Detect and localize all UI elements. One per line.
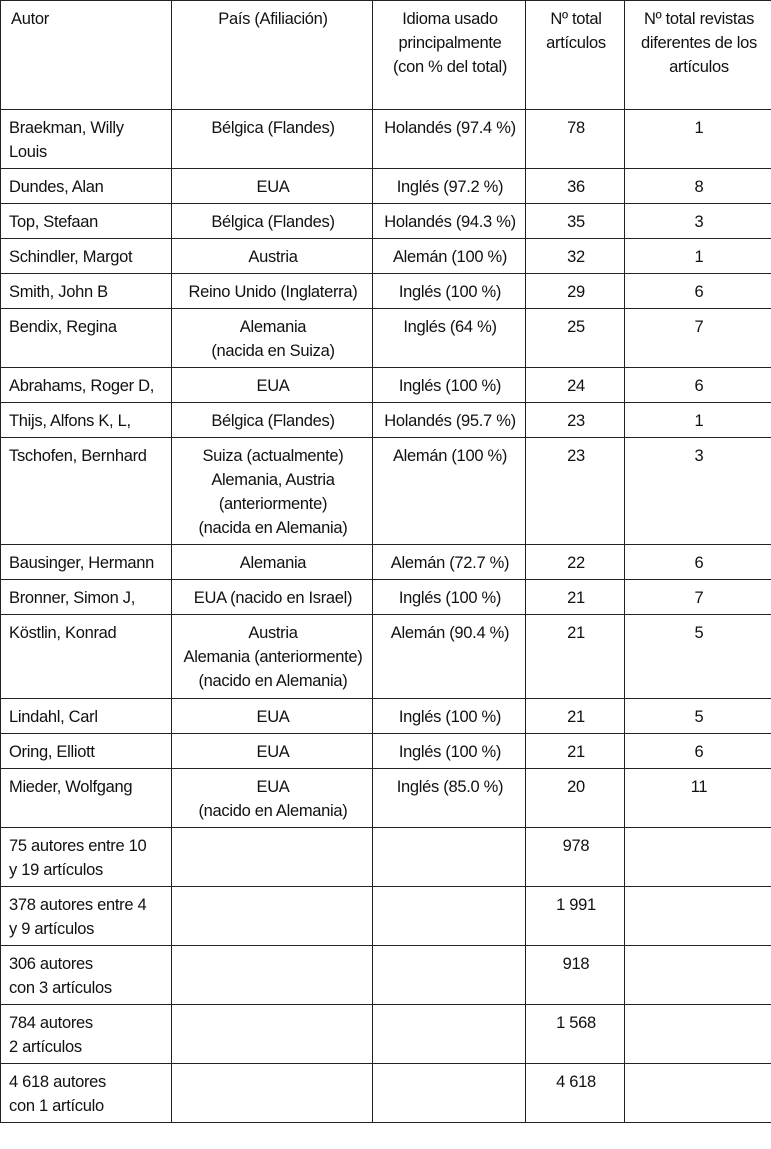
cell-total: 23 [526, 403, 625, 438]
cell-country: EUA [172, 368, 373, 403]
cell-author: Smith, John B [1, 274, 172, 309]
header-language: Idioma usado principalmente (con % del total) [373, 1, 526, 110]
cell-total: 918 [526, 946, 625, 1005]
cell-journals: 1 [625, 110, 771, 169]
header-total-journals: Nº total revistas diferentes de los artículos [625, 1, 771, 110]
table-row [1, 699, 771, 734]
cell-country: Bélgica (Flandes) [172, 110, 373, 169]
cell-journals: 6 [625, 368, 771, 403]
cell-journals [625, 828, 771, 887]
cell-author: Schindler, Margot [1, 239, 172, 274]
cell-language: Holandés (95.7 %) [373, 403, 526, 438]
cell-language [373, 946, 526, 1005]
cell-journals: 6 [625, 545, 771, 580]
cell-country: EUA [172, 699, 373, 734]
cell-language: Inglés (64 %) [373, 309, 526, 368]
header-country: País (Afiliación) [172, 1, 373, 110]
cell-language: Inglés (85.0 %) [373, 769, 526, 828]
table-row [1, 110, 771, 169]
cell-author: Köstlin, Konrad [1, 615, 172, 699]
cell-language: Alemán (90.4 %) [373, 615, 526, 699]
cell-country: Bélgica (Flandes) [172, 204, 373, 239]
cell-country: Suiza (actualmente) Alemania, Austria (anteriormente) (nacida en Alemania) [172, 438, 373, 545]
cell-total: 22 [526, 545, 625, 580]
cell-journals [625, 887, 771, 946]
cell-total: 35 [526, 204, 625, 239]
table-row [1, 274, 771, 309]
cell-language [373, 828, 526, 887]
cell-journals: 5 [625, 615, 771, 699]
cell-country: EUA (nacido en Alemania) [172, 769, 373, 828]
table-row [1, 204, 771, 239]
cell-journals: 7 [625, 580, 771, 615]
table-row [1, 769, 771, 828]
cell-country [172, 1005, 373, 1064]
cell-language: Holandés (94.3 %) [373, 204, 526, 239]
cell-journals: 3 [625, 204, 771, 239]
cell-total: 78 [526, 110, 625, 169]
cell-language: Alemán (100 %) [373, 438, 526, 545]
cell-language: Inglés (100 %) [373, 580, 526, 615]
cell-language: Inglés (100 %) [373, 368, 526, 403]
table-row [1, 368, 771, 403]
cell-total: 21 [526, 580, 625, 615]
cell-country: EUA (nacido en Israel) [172, 580, 373, 615]
cell-journals [625, 946, 771, 1005]
cell-language [373, 1064, 526, 1123]
cell-total: 1 568 [526, 1005, 625, 1064]
cell-country [172, 887, 373, 946]
cell-total: 1 991 [526, 887, 625, 946]
table-row [1, 887, 771, 946]
cell-journals [625, 1064, 771, 1123]
cell-language [373, 887, 526, 946]
cell-language: Alemán (72.7 %) [373, 545, 526, 580]
cell-language: Inglés (97.2 %) [373, 169, 526, 204]
table-row [1, 403, 771, 438]
cell-country: Bélgica (Flandes) [172, 403, 373, 438]
cell-language: Holandés (97.4 %) [373, 110, 526, 169]
cell-author: 306 autores con 3 artículos [1, 946, 172, 1005]
cell-author: Thijs, Alfons K, L, [1, 403, 172, 438]
cell-total: 21 [526, 734, 625, 769]
table-row [1, 1005, 771, 1064]
table-row [1, 239, 771, 274]
table-row [1, 309, 771, 368]
cell-total: 29 [526, 274, 625, 309]
cell-journals: 7 [625, 309, 771, 368]
table-row [1, 828, 771, 887]
cell-country: Austria Alemania (anteriormente) (nacido en Alemania) [172, 615, 373, 699]
table-header-row [1, 1, 771, 110]
cell-country: EUA [172, 734, 373, 769]
cell-language: Inglés (100 %) [373, 274, 526, 309]
cell-journals: 11 [625, 769, 771, 828]
cell-journals: 3 [625, 438, 771, 545]
cell-language: Inglés (100 %) [373, 699, 526, 734]
cell-country: Austria [172, 239, 373, 274]
table-row [1, 580, 771, 615]
cell-country [172, 1064, 373, 1123]
cell-total: 21 [526, 699, 625, 734]
cell-country: EUA [172, 169, 373, 204]
cell-author: Abrahams, Roger D, [1, 368, 172, 403]
cell-country [172, 946, 373, 1005]
cell-author: Bronner, Simon J, [1, 580, 172, 615]
table-row [1, 438, 771, 545]
cell-author: Dundes, Alan [1, 169, 172, 204]
cell-total: 36 [526, 169, 625, 204]
cell-total: 978 [526, 828, 625, 887]
cell-author: 784 autores 2 artículos [1, 1005, 172, 1064]
cell-author: Mieder, Wolfgang [1, 769, 172, 828]
cell-journals: 1 [625, 239, 771, 274]
header-author: Autor [1, 1, 172, 110]
cell-journals: 1 [625, 403, 771, 438]
table-row [1, 545, 771, 580]
cell-author: 4 618 autores con 1 artículo [1, 1064, 172, 1123]
cell-language [373, 1005, 526, 1064]
cell-author: 75 autores entre 10 y 19 artículos [1, 828, 172, 887]
cell-total: 32 [526, 239, 625, 274]
cell-total: 23 [526, 438, 625, 545]
cell-country: Alemania [172, 545, 373, 580]
cell-author: Bausinger, Hermann [1, 545, 172, 580]
cell-author: Bendix, Regina [1, 309, 172, 368]
cell-country: Reino Unido (Inglaterra) [172, 274, 373, 309]
table-row [1, 946, 771, 1005]
cell-language: Alemán (100 %) [373, 239, 526, 274]
cell-journals [625, 1005, 771, 1064]
cell-author: Oring, Elliott [1, 734, 172, 769]
cell-author: Lindahl, Carl [1, 699, 172, 734]
table-row [1, 734, 771, 769]
cell-total: 21 [526, 615, 625, 699]
cell-total: 24 [526, 368, 625, 403]
cell-language: Inglés (100 %) [373, 734, 526, 769]
cell-journals: 5 [625, 699, 771, 734]
cell-journals: 8 [625, 169, 771, 204]
table-row [1, 169, 771, 204]
cell-country [172, 828, 373, 887]
cell-total: 4 618 [526, 1064, 625, 1123]
cell-country: Alemania (nacida en Suiza) [172, 309, 373, 368]
cell-author: Braekman, Willy Louis [1, 110, 172, 169]
table-row [1, 1064, 771, 1123]
cell-total: 20 [526, 769, 625, 828]
cell-journals: 6 [625, 274, 771, 309]
cell-author: Tschofen, Bernhard [1, 438, 172, 545]
cell-journals: 6 [625, 734, 771, 769]
cell-author: 378 autores entre 4 y 9 artículos [1, 887, 172, 946]
table-row [1, 615, 771, 699]
cell-total: 25 [526, 309, 625, 368]
header-total-articles: Nº total artículos [526, 1, 625, 110]
cell-author: Top, Stefaan [1, 204, 172, 239]
